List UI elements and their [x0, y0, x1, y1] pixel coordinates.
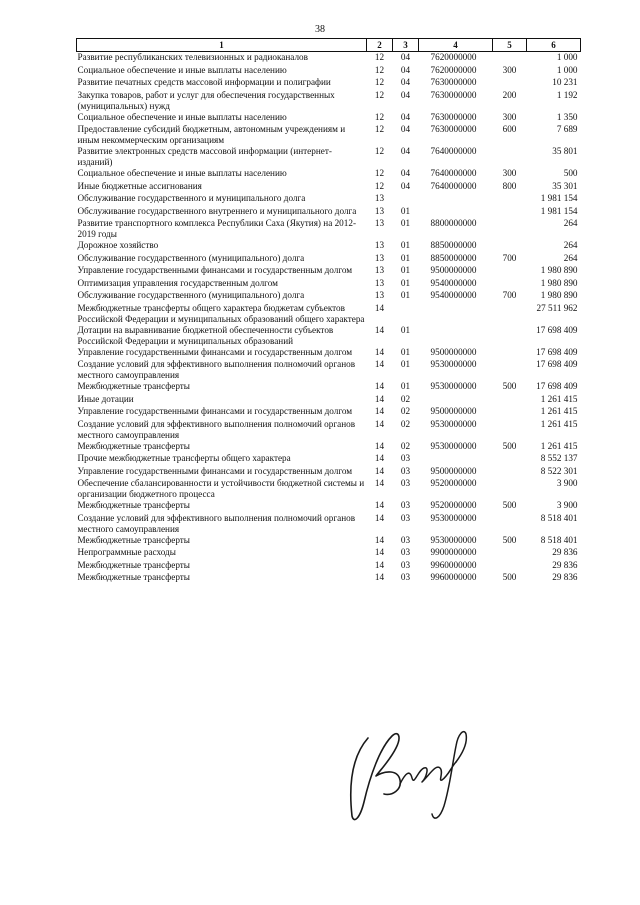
table-row [77, 535, 581, 548]
table-cell-col-5 [493, 359, 527, 381]
table-cell-col-1: Непрограммные расходы [77, 547, 176, 557]
table-cell-col-6: 264 [563, 240, 578, 250]
table-cell-col-5 [493, 303, 527, 325]
table-cell-col-1: Развитие транспортного комплекса Республики Саха (Якутия) на 2012-2019 годы [77, 218, 357, 239]
table-cell-col-4: 7620000000 [430, 64, 477, 75]
table-cell-col-6: 8 518 401 [540, 534, 578, 545]
table-cell-col-2: 14 [374, 547, 385, 557]
table-row [77, 193, 581, 206]
table-cell-col-3 [393, 303, 419, 325]
table-cell-col-3: 03 [400, 547, 411, 557]
budget-table [76, 38, 581, 585]
table-cell-col-2: 13 [374, 265, 385, 275]
table-row [77, 240, 581, 253]
table-cell-col-5 [493, 193, 527, 206]
header-col-2: 2 [367, 39, 393, 52]
table-cell-col-2: 13 [374, 218, 385, 228]
table-cell-col-6: 3 900 [556, 478, 578, 488]
table-row [77, 513, 581, 535]
table-cell-col-6: 3 900 [556, 500, 578, 510]
table-cell-col-4: 7630000000 [430, 89, 477, 100]
table-cell-col-1: Создание условий для эффективного выполнения полномочий органов местного самоуправления [77, 359, 356, 380]
table-cell-col-1: Развитие электронных средств массовой информации (интернет-изданий) [77, 146, 332, 167]
table-cell-col-2: 14 [374, 359, 385, 369]
table-cell-col-2: 14 [374, 512, 385, 523]
table-cell-col-6: 1 980 890 [540, 265, 578, 275]
table-cell-col-3: 04 [400, 124, 411, 134]
table-cell-col-2: 14 [374, 381, 385, 391]
table-cell-col-4: 7630000000 [430, 111, 477, 122]
table-cell-col-6: 1 350 [556, 111, 578, 122]
table-cell-col-2: 13 [374, 290, 385, 300]
table-cell-col-2: 14 [374, 572, 385, 582]
table-cell-col-4: 7640000000 [430, 168, 477, 178]
table-cell-col-3: 02 [400, 440, 411, 451]
signature-icon [340, 720, 480, 830]
header-col-1: 1 [77, 39, 367, 52]
table-cell-col-3: 01 [400, 265, 411, 275]
table-cell-col-1: Управление государственными финансами и государственным долгом [77, 346, 353, 357]
table-cell-col-1: Межбюджетные трансферты [77, 534, 190, 545]
table-cell-col-4: 9500000000 [430, 346, 477, 357]
table-cell-col-6: 17 698 409 [536, 359, 578, 369]
table-cell-col-2: 12 [374, 52, 385, 62]
table-cell-col-5: 700 [502, 290, 517, 300]
table-cell-col-1: Обслуживание государственного и муниципального долга [77, 193, 306, 203]
table-cell-col-4: 9520000000 [430, 478, 477, 488]
table-cell-col-3: 03 [400, 534, 411, 545]
table-row [77, 90, 581, 112]
table-cell-col-4: 9530000000 [430, 534, 477, 545]
table-cell-col-5 [493, 206, 527, 219]
table-cell-col-2: 12 [374, 64, 385, 75]
table-row [77, 419, 581, 441]
table-cell-col-5: 500 [502, 440, 517, 451]
table-cell-col-5: 600 [502, 124, 517, 134]
table-cell-col-3: 02 [400, 393, 411, 404]
table-cell-col-2: 14 [374, 534, 385, 545]
table-cell-col-1: Межбюджетные трансферты [77, 559, 190, 570]
table-row [77, 441, 581, 454]
table-cell-col-4: 7640000000 [430, 146, 477, 156]
table-cell-col-5 [493, 453, 527, 466]
table-cell-col-3: 01 [400, 252, 411, 263]
table-cell-col-4: 9500000000 [430, 465, 477, 476]
table-cell-col-1: Социальное обеспечение и иные выплаты населению [77, 64, 287, 75]
table-cell-col-6: 10 231 [552, 77, 578, 87]
table-row [77, 124, 581, 146]
table-cell-col-1: Создание условий для эффективного выполнения полномочий органов местного самоуправления [77, 512, 356, 534]
table-cell-col-1: Социальное обеспечение и иные выплаты населению [77, 111, 287, 122]
table-row [77, 394, 581, 407]
table-row [77, 181, 581, 194]
table-cell-col-2: 14 [374, 418, 385, 429]
table-cell-col-4: 9540000000 [430, 290, 477, 300]
table-row [77, 290, 581, 303]
page-number: 38 [315, 24, 325, 35]
table-cell-col-4: 9500000000 [430, 265, 477, 275]
table-cell-col-3: 04 [400, 180, 411, 191]
table-cell-col-5 [493, 394, 527, 407]
table-cell-col-1: Обеспечение сбалансированности и устойчивости бюджетной системы и организации бюджетного процесса [77, 478, 365, 499]
table-cell-col-2: 12 [374, 124, 385, 134]
table-cell-col-4: 9530000000 [430, 381, 477, 391]
table-cell-col-3: 01 [400, 290, 411, 300]
table-cell-col-2: 14 [374, 393, 385, 404]
table-cell-col-3: 01 [400, 218, 411, 228]
table-cell-col-3: 04 [400, 77, 411, 87]
table-cell-col-1: Иные бюджетные ассигнования [77, 180, 202, 191]
table-cell-col-1: Прочие межбюджетные трансферты общего характера [77, 453, 291, 463]
table-row [77, 325, 581, 347]
table-cell-col-6: 1 000 [556, 52, 578, 62]
table-cell-col-6: 17 698 409 [536, 381, 578, 391]
table-cell-col-5: 300 [502, 168, 517, 178]
table-cell-col-3: 02 [400, 418, 411, 429]
table-row [77, 112, 581, 125]
table-cell-col-2: 13 [374, 277, 385, 288]
table-cell-col-4: 9960000000 [430, 559, 477, 570]
header-col-4: 4 [419, 39, 493, 52]
table-row [77, 218, 581, 240]
table-cell-col-5 [493, 547, 527, 560]
table-cell-col-2: 12 [374, 77, 385, 87]
table-cell-col-3: 03 [400, 512, 411, 523]
table-cell-col-4 [419, 453, 493, 466]
table-cell-col-6: 1 981 154 [540, 193, 578, 203]
table-cell-col-4: 9530000000 [430, 418, 477, 429]
table-cell-col-2: 13 [374, 240, 385, 250]
table-cell-col-2: 12 [374, 168, 385, 178]
table-cell-col-2: 14 [374, 559, 385, 570]
table-cell-col-5 [493, 52, 527, 65]
table-cell-col-5 [493, 218, 527, 240]
table-cell-col-2: 14 [374, 302, 385, 313]
table-cell-col-6: 1 980 890 [540, 277, 578, 288]
table-cell-col-5 [493, 513, 527, 535]
table-cell-col-3: 03 [400, 559, 411, 570]
table-cell-col-4: 9960000000 [430, 572, 477, 582]
table-cell-col-4 [419, 206, 493, 219]
table-cell-col-3: 01 [400, 240, 411, 250]
table-row [77, 77, 581, 90]
table-cell-col-5 [493, 419, 527, 441]
table-cell-col-2: 12 [374, 111, 385, 122]
table-cell-col-4: 7640000000 [430, 180, 477, 191]
table-cell-col-5 [493, 466, 527, 479]
table-cell-col-6: 29 836 [552, 559, 578, 570]
table-row [77, 359, 581, 381]
table-cell-col-2: 14 [374, 478, 385, 488]
table-row [77, 65, 581, 78]
table-cell-col-5 [493, 278, 527, 291]
table-cell-col-5 [493, 240, 527, 253]
table-cell-col-3 [393, 193, 419, 206]
table-cell-col-4 [419, 193, 493, 206]
table-cell-col-2: 14 [374, 500, 385, 510]
table-cell-col-2: 12 [374, 146, 385, 156]
table-cell-col-6: 8 522 301 [540, 465, 578, 476]
table-cell-col-5 [493, 560, 527, 573]
table-cell-col-6: 1 261 415 [540, 393, 578, 404]
table-cell-col-6: 1 261 415 [540, 418, 578, 429]
table-cell-col-4: 7630000000 [430, 124, 477, 134]
table-cell-col-1: Социальное обеспечение и иные выплаты населению [77, 168, 287, 178]
header-col-6: 6 [527, 39, 581, 52]
table-cell-col-5: 700 [502, 252, 517, 263]
table-row [77, 547, 581, 560]
table-cell-col-1: Межбюджетные трансферты общего характера бюджетам субъектов Российской Федерации и муниципальных образований общего характера [77, 302, 365, 324]
table-cell-col-4 [419, 325, 493, 347]
table-cell-col-1: Закупка товаров, работ и услуг для обеспечения государственных (муниципальных) нужд [77, 89, 335, 111]
table-cell-col-5: 500 [502, 381, 517, 391]
table-cell-col-1: Дотации на выравнивание бюджетной обеспеченности субъектов Российской Федерации и муниципальных образований [77, 324, 334, 346]
table-cell-col-3: 04 [400, 111, 411, 122]
table-cell-col-5 [493, 146, 527, 168]
table-cell-col-3: 01 [400, 277, 411, 288]
table-cell-col-5 [493, 406, 527, 419]
table-cell-col-3: 01 [400, 381, 411, 391]
table-cell-col-6: 17 698 409 [536, 346, 578, 357]
table-cell-col-4 [419, 303, 493, 325]
table-row [77, 146, 581, 168]
table-cell-col-3: 04 [400, 168, 411, 178]
table-row [77, 168, 581, 181]
table-cell-col-3: 01 [400, 324, 411, 335]
table-cell-col-6: 1 981 154 [540, 205, 578, 216]
table-cell-col-5: 500 [502, 534, 517, 545]
table-cell-col-6: 1 192 [556, 89, 578, 100]
table-cell-col-3: 03 [400, 465, 411, 476]
table-row [77, 560, 581, 573]
table-cell-col-6: 1 980 890 [540, 290, 578, 300]
table-cell-col-1: Межбюджетные трансферты [77, 381, 190, 391]
table-cell-col-3: 03 [400, 500, 411, 510]
table-cell-col-6: 1 261 415 [540, 406, 578, 416]
table-cell-col-2: 14 [374, 453, 385, 463]
table-cell-col-6: 27 511 962 [536, 302, 578, 313]
table-cell-col-3: 03 [400, 478, 411, 488]
table-cell-col-4: 8850000000 [430, 252, 477, 263]
table-cell-col-6: 1 261 415 [540, 440, 578, 451]
table-cell-col-6: 29 836 [552, 572, 578, 582]
table-cell-col-6: 264 [563, 252, 578, 263]
table-cell-col-6: 29 836 [552, 547, 578, 557]
table-cell-col-5: 300 [502, 64, 517, 75]
table-cell-col-3: 04 [400, 64, 411, 75]
table-cell-col-6: 8 552 137 [540, 453, 578, 463]
table-cell-col-5 [493, 77, 527, 90]
table-cell-col-5 [493, 347, 527, 360]
table-cell-col-1: Управление государственными финансами и государственным долгом [77, 265, 353, 275]
table-cell-col-3: 04 [400, 89, 411, 100]
table-cell-col-4: 9500000000 [430, 406, 477, 416]
table-cell-col-4: 9540000000 [430, 277, 477, 288]
table-cell-col-1: Межбюджетные трансферты [77, 500, 190, 510]
table-cell-col-2: 13 [374, 252, 385, 263]
table-row [77, 253, 581, 266]
table-cell-col-4: 9530000000 [430, 359, 477, 369]
table-cell-col-1: Создание условий для эффективного выполнения полномочий органов местного самоуправления [77, 418, 356, 440]
table-cell-col-1: Обслуживание государственного (муниципального) долга [77, 290, 305, 300]
table-row [77, 381, 581, 394]
table-cell-col-2: 14 [374, 465, 385, 476]
table-row [77, 500, 581, 513]
table-cell-col-3: 01 [400, 359, 411, 369]
table-row [77, 265, 581, 278]
table-row [77, 52, 581, 65]
table-cell-col-3: 04 [400, 146, 411, 156]
table-cell-col-4: 9520000000 [430, 500, 477, 510]
table-cell-col-6: 1 000 [556, 64, 578, 75]
table-cell-col-3: 01 [400, 205, 411, 216]
table-cell-col-6: 8 518 401 [540, 512, 578, 523]
table-row [77, 453, 581, 466]
table-cell-col-2: 14 [374, 324, 385, 335]
table-row [77, 406, 581, 419]
table-cell-col-4: 9900000000 [430, 547, 477, 557]
table-cell-col-1: Развитие печатных средств массовой информации и полиграфии [77, 77, 331, 87]
table-cell-col-1: Обслуживание государственного внутреннего и муниципального долга [77, 205, 357, 216]
table-cell-col-2: 14 [374, 346, 385, 357]
table-cell-col-5: 200 [502, 89, 517, 100]
table-cell-col-1: Дорожное хозяйство [77, 240, 159, 250]
table-cell-col-4: 9530000000 [430, 512, 477, 523]
table-cell-col-1: Управление государственными финансами и государственным долгом [77, 406, 353, 416]
table-cell-col-2: 14 [374, 440, 385, 451]
table-cell-col-2: 12 [374, 180, 385, 191]
table-cell-col-6: 500 [563, 168, 578, 178]
table-cell-col-5 [493, 478, 527, 500]
table-cell-col-5: 800 [502, 180, 517, 191]
table-row [77, 303, 581, 325]
table-cell-col-1: Развитие республиканских телевизионных и радиоканалов [77, 52, 308, 62]
header-col-5: 5 [493, 39, 527, 52]
table-cell-col-1: Управление государственными финансами и государственным долгом [77, 465, 353, 476]
table-cell-col-3: 04 [400, 52, 411, 62]
table-row [77, 206, 581, 219]
table-cell-col-4: 9530000000 [430, 440, 477, 451]
table-cell-col-5: 500 [502, 500, 517, 510]
table-cell-col-1: Иные дотации [77, 393, 134, 404]
table-cell-col-4: 8800000000 [430, 218, 477, 228]
table-cell-col-3: 03 [400, 572, 411, 582]
table-cell-col-1: Обслуживание государственного (муниципального) долга [77, 252, 305, 263]
table-cell-col-3: 03 [400, 453, 411, 463]
table-row [77, 278, 581, 291]
table-cell-col-2: 12 [374, 89, 385, 100]
table-cell-col-6: 35 301 [552, 180, 578, 191]
table-cell-col-4: 7620000000 [430, 52, 477, 62]
table-cell-col-5 [493, 265, 527, 278]
table-cell-col-2: 14 [374, 406, 385, 416]
table-cell-col-1: Межбюджетные трансферты [77, 572, 190, 582]
table-cell-col-2: 13 [374, 193, 385, 203]
table-cell-col-4: 7630000000 [430, 77, 477, 87]
table-cell-col-5: 500 [502, 572, 517, 582]
table-cell-col-5: 300 [502, 111, 517, 122]
table-cell-col-1: Предоставление субсидий бюджетным, автономным учреждениям и иным некоммерческим организациям [77, 124, 346, 145]
table-cell-col-3: 02 [400, 406, 411, 416]
table-row [77, 347, 581, 360]
table-cell-col-4 [419, 394, 493, 407]
table-cell-col-5 [493, 325, 527, 347]
table-row [77, 572, 581, 585]
header-col-3: 3 [393, 39, 419, 52]
table-row [77, 478, 581, 500]
table-cell-col-1: Межбюджетные трансферты [77, 440, 190, 451]
table-cell-col-1: Оптимизация управления государственным долгом [77, 277, 278, 288]
table-header [77, 39, 581, 52]
table-body [77, 52, 581, 585]
table-cell-col-6: 264 [563, 218, 578, 228]
table-cell-col-4: 8850000000 [430, 240, 477, 250]
table-cell-col-6: 35 801 [552, 146, 578, 156]
table-cell-col-6: 17 698 409 [536, 324, 578, 335]
table-cell-col-6: 7 689 [556, 124, 578, 134]
table-row [77, 466, 581, 479]
table-cell-col-2: 13 [374, 205, 385, 216]
table-cell-col-3: 01 [400, 346, 411, 357]
